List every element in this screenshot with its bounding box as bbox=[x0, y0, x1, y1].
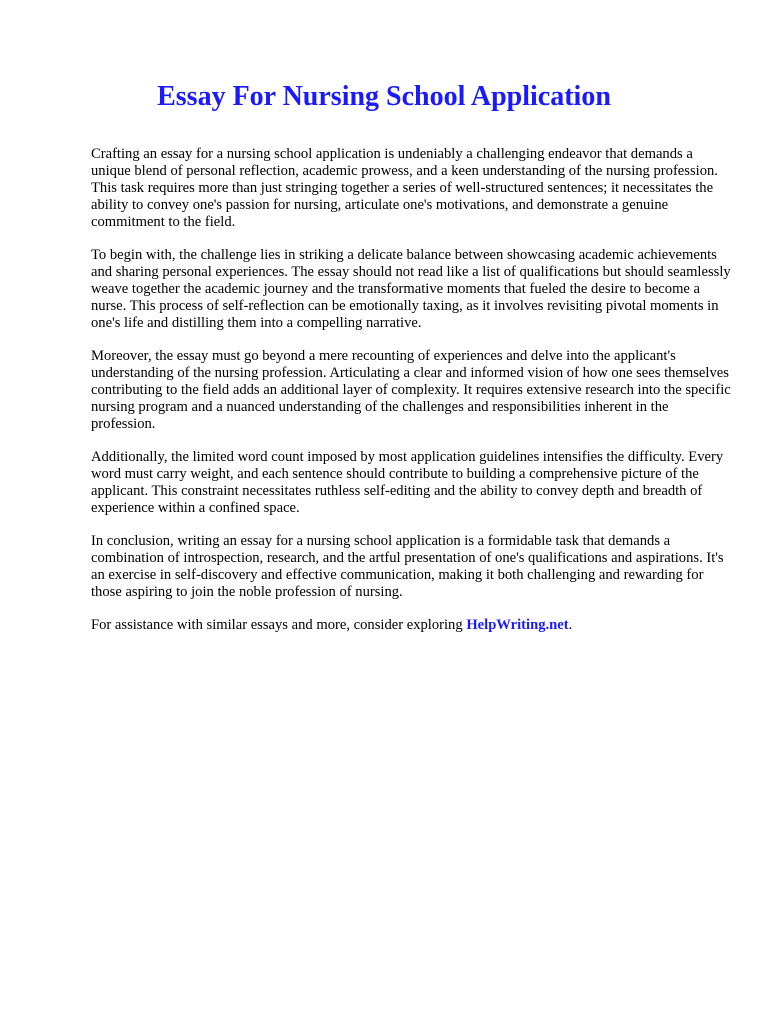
paragraph-balance: To begin with, the challenge lies in striking a delicate balance between showcasing academic achievements and sharing personal experiences. The essay should not read like a list of qualifications but should seamlessly weave together the academic journey and the transformative moments that fueled the desire to become a nurse. This process of self-reflection can be emotionally taxing, as it involves revisiting pivotal moments in one's life and distilling them into a compelling narrative. bbox=[91, 247, 731, 331]
essay-body bbox=[91, 146, 731, 650]
paragraph-intro: Crafting an essay for a nursing school application is undeniably a challenging endeavor that demands a unique blend of personal reflection, academic prowess, and a keen understanding of the nursing profession. This task requires more than just stringing together a series of well-structured sentences; it necessitates the ability to convey one's passion for nursing, articulate one's motivations, and demonstrate a genuine commitment to the field. bbox=[91, 146, 718, 230]
closing-text: For assistance with similar essays and more, consider exploring bbox=[91, 617, 467, 633]
closing-suffix: . bbox=[568, 617, 573, 633]
paragraph-conclusion: In conclusion, writing an essay for a nursing school application is a formidable task that demands a combination of introspection, research, and the artful presentation of one's qualifications and aspirations. It's an exercise in self-discovery and effective communication, making it both challenging and rewarding for those aspiring to join the noble profession of nursing. bbox=[91, 533, 724, 600]
page-title: Essay For Nursing School Application bbox=[157, 81, 611, 112]
paragraph-word-count: Additionally, the limited word count imposed by most application guidelines intensifies the difficulty. Every word must carry weight, and each sentence should contribute to building a comprehensive picture of the applicant. This constraint necessitates ruthless self-editing and the ability to convey depth and breadth of experience within a confined space. bbox=[91, 449, 724, 516]
paragraph-understanding: Moreover, the essay must go beyond a mere recounting of experiences and delve into the applicant's understanding of the nursing profession. Articulating a clear and informed vision of how one sees themselves contributing to the field adds an additional layer of complexity. It requires extensive research into the specific nursing program and a nuanced understanding of the challenges and responsibilities inherent in the profession. bbox=[91, 348, 731, 432]
closing-line bbox=[91, 617, 731, 634]
helpwriting-link[interactable]: HelpWriting.net bbox=[466, 617, 569, 633]
